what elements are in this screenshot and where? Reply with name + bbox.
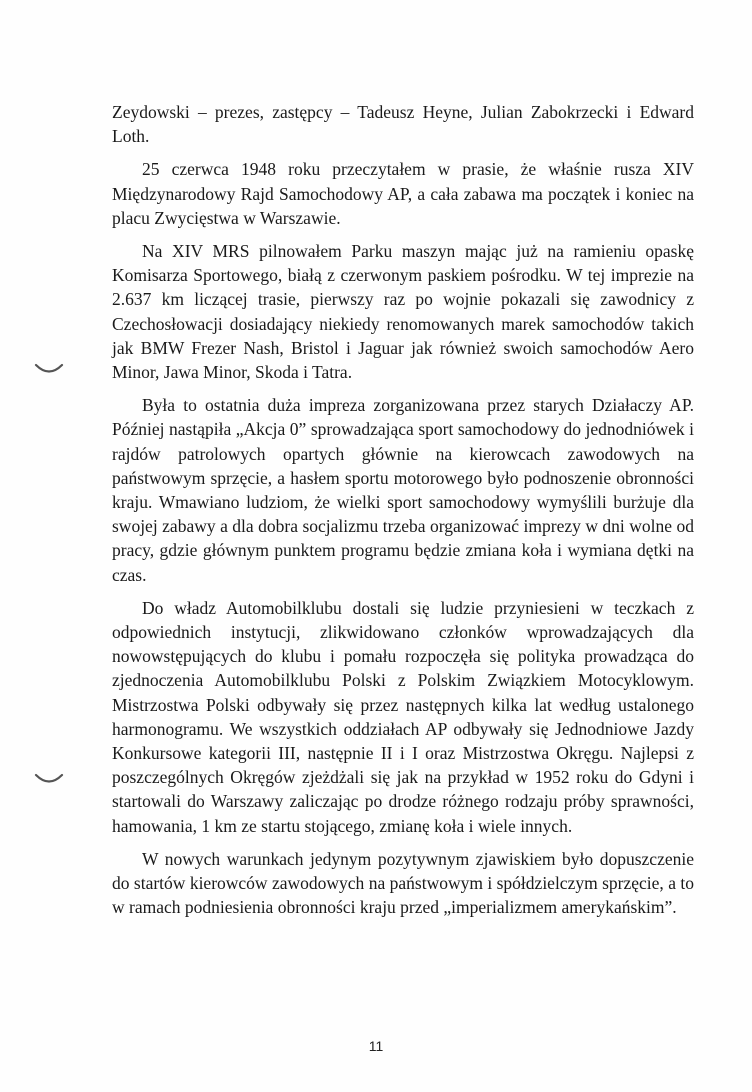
paragraph: 25 czerwca 1948 roku przeczytałem w prasie, że właśnie rusza XIV Międzynarodowy Rajd Samochodowy AP, a cała zabawa ma początek i koniec na placu Zwycięstwa w Warszawie. <box>112 159 694 228</box>
paragraph: Na XIV MRS pilnowałem Parku maszyn mając już na ramieniu opaskę Komisarza Sportowego, białą z czerwonym paskiem pośrodku. W tej imprezie na 2.637 km liczącej trasie, pierwszy raz po wojnie pokazali się zawodnicy z Czechosłowacji dosiadający niekiedy renomowanych marek samochodów takich jak BMW Frezer Nash, Bristol i Jaguar jak również swoich samochodów Aero Minor, Jawa Minor, Skoda i Tatra. <box>112 241 694 383</box>
page-number: 11 <box>368 1038 384 1054</box>
binding-hole-mark <box>34 772 64 786</box>
body-text <box>112 100 694 929</box>
paragraph: Zeydowski – prezes, zastępcy – Tadeusz Heyne, Julian Zabokrzecki i Edward Loth. <box>112 102 694 147</box>
paragraph: Była to ostatnia duża impreza zorganizowana przez starych Działaczy AP. Później nastąpiła „Akcja 0” sprowadzająca sport samochodowy do jednodniówek i rajdów patrolowych opartych głównie na kierowcach zawodowych na państwowym sprzęcie, a hasłem sportu motorowego było podnoszenie obronności kraju. Wmawiano ludziom, że wielki sport samochodowy wymyślili burżuje dla swojej zabawy a dla dobra socjalizmu trzeba organizować imprezy w dni wolne od pracy, gdzie głównym punktem programu będzie zmiana koła i wymiana dętki na czas. <box>112 395 694 585</box>
paragraph: Do władz Automobilklubu dostali się ludzie przyniesieni w teczkach z odpowiednich instytucji, zlikwidowano członków wprowadzających dla nowowstępujących do klubu i pomału rozpoczęła się polityka prowadząca do zjednoczenia Automobilklubu Polski z Polskim Związkiem Motocyklowym. Mistrzostwa Polski odbywały się przez następnych kilka lat według ustalonego harmonogramu. We wszystkich oddziałach AP odbywały się Jednodniowe Jazdy Konkursowe kategorii III, następnie II i I oraz Mistrzostwa Okręgu. Najlepsi z poszczególnych Okręgów zjeżdżali się jak na przykład w 1952 roku do Gdyni i startowali do Warszawy zaliczając po drodze różnego rodzaju próby sprawności, hamowania, 1 km ze startu stojącego, zmianę koła i wiele innych. <box>112 597 694 836</box>
paragraph: W nowych warunkach jedynym pozytywnym zjawiskiem było dopuszczenie do startów kierowców zawodowych na państwowym i spółdzielczym sprzęcie, a to w ramach podniesienia obronności kraju przed „imperializmem amerykańskim”. <box>112 848 694 918</box>
binding-hole-mark <box>34 362 64 376</box>
